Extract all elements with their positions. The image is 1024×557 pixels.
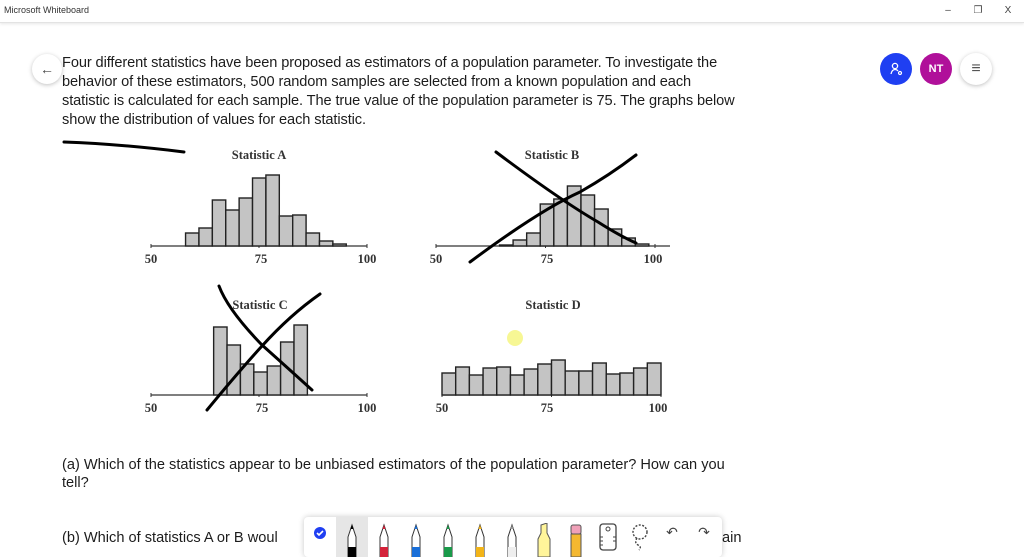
minimize-button[interactable]: – xyxy=(945,5,951,16)
chart-title-a: Statistic A xyxy=(231,148,287,162)
histogram-bar xyxy=(524,369,538,395)
tick-b-50: 50 xyxy=(429,252,443,266)
histogram-bar xyxy=(293,215,306,246)
undo-icon: ↶ xyxy=(666,524,678,540)
histogram-bar xyxy=(239,198,252,246)
pen-blue-icon xyxy=(409,523,423,557)
tool-redo[interactable] xyxy=(688,517,720,557)
histogram-bar xyxy=(253,178,266,246)
histogram-bar xyxy=(527,233,541,246)
histogram-bar xyxy=(254,372,267,395)
histogram-bar xyxy=(606,374,620,395)
histogram-bar xyxy=(469,375,483,395)
tool-highlighter[interactable] xyxy=(528,517,560,557)
tool-select-check[interactable] xyxy=(304,517,336,557)
tick-c-50: 50 xyxy=(144,401,158,415)
tool-lasso[interactable] xyxy=(624,517,656,557)
eraser-icon xyxy=(569,523,583,557)
histograms xyxy=(151,175,670,397)
histogram-bar xyxy=(538,364,552,395)
close-button[interactable]: X xyxy=(1004,5,1012,16)
tool-eraser[interactable] xyxy=(560,517,592,557)
histogram-bar xyxy=(593,363,607,395)
pen-green-icon xyxy=(441,523,455,557)
question-b-tail: ain xyxy=(722,530,742,546)
tick-a-100: 100 xyxy=(357,252,377,266)
inking-toolbar xyxy=(304,517,722,557)
tool-pen-black[interactable] xyxy=(336,517,368,557)
tool-pen-green[interactable] xyxy=(432,517,464,557)
laser-pointer-cursor xyxy=(507,330,523,346)
histogram-bar xyxy=(497,367,511,395)
maximize-button[interactable]: ❐ xyxy=(973,5,983,16)
back-button[interactable] xyxy=(32,54,62,84)
tool-pen-blue[interactable] xyxy=(400,517,432,557)
histogram-bar xyxy=(226,210,239,246)
histogram-bar xyxy=(212,200,225,246)
tick-a-75: 75 xyxy=(254,252,268,266)
histogram-bar xyxy=(279,216,292,246)
lasso-icon xyxy=(630,523,650,551)
pen-black-icon xyxy=(345,523,359,557)
arrow-left-icon: ← xyxy=(40,61,54,77)
tick-b-75: 75 xyxy=(540,252,554,266)
histogram-bar xyxy=(186,233,199,246)
histogram-bar xyxy=(620,373,634,395)
histogram-bar xyxy=(483,368,497,395)
histogram-bar xyxy=(267,366,280,395)
tick-c-100: 100 xyxy=(357,401,377,415)
histogram-bar xyxy=(442,373,456,395)
histogram-bar xyxy=(319,241,332,246)
histogram-bar xyxy=(266,175,279,246)
app-title: Microsoft Whiteboard xyxy=(4,5,90,15)
histogram-bar xyxy=(214,327,227,395)
histogram-bar xyxy=(306,233,319,246)
tick-d-75: 75 xyxy=(540,401,554,415)
histogram-bar xyxy=(579,371,593,395)
histogram-bar xyxy=(199,228,212,246)
histogram-bar xyxy=(635,244,649,246)
pen-yellow-icon xyxy=(473,523,487,557)
tool-undo[interactable] xyxy=(656,517,688,557)
chart-title-d: Statistic D xyxy=(525,298,581,312)
tick-a-50: 50 xyxy=(144,252,158,266)
avatar-initials: NT xyxy=(928,63,944,75)
question-b: (b) Which of statistics A or B woul xyxy=(62,530,278,546)
pen-white-icon xyxy=(505,523,519,557)
tick-c-75: 75 xyxy=(255,401,269,415)
histogram-bar xyxy=(333,244,346,246)
histogram-bar xyxy=(227,345,240,395)
highlighter-icon xyxy=(535,523,553,557)
tool-pen-red[interactable] xyxy=(368,517,400,557)
hamburger-menu-icon: ≡ xyxy=(971,60,981,77)
tick-b-100: 100 xyxy=(643,252,663,266)
ruler-icon xyxy=(598,523,618,551)
histogram-bar xyxy=(565,371,579,395)
tick-d-100: 100 xyxy=(648,401,668,415)
tool-pen-yellow[interactable] xyxy=(464,517,496,557)
redo-icon: ↷ xyxy=(698,524,710,540)
histogram-bar xyxy=(456,367,470,395)
chart-title-b: Statistic B xyxy=(524,148,580,162)
histogram-bar xyxy=(513,240,527,246)
title-bar xyxy=(0,0,1024,23)
check-circle-icon xyxy=(313,526,327,540)
tool-ruler[interactable] xyxy=(592,517,624,557)
question-a: (a) Which of the statistics appear to be unbiased estimators of the population parameter? How can you tell? xyxy=(62,457,725,491)
chart-title-c: Statistic C xyxy=(232,298,288,312)
ink-underline xyxy=(64,142,184,152)
histogram-bar xyxy=(500,245,514,246)
histogram-bar xyxy=(634,368,648,395)
histogram-bar xyxy=(552,360,566,395)
problem-statement: Four different statistics have been proposed as estimators of a population parameter. To investigate the behavior of these estimators, 500 random samples are selected from a known population and each statistic is calculated for each sample. The true value of the population parameter is 75. The graphs below show the distribution of values for each statistic. xyxy=(62,55,735,128)
histogram-bar xyxy=(647,363,661,395)
tool-pen-white[interactable] xyxy=(496,517,528,557)
tick-d-50: 50 xyxy=(435,401,449,415)
pen-red-icon xyxy=(377,523,391,557)
histogram-bar xyxy=(510,375,524,395)
